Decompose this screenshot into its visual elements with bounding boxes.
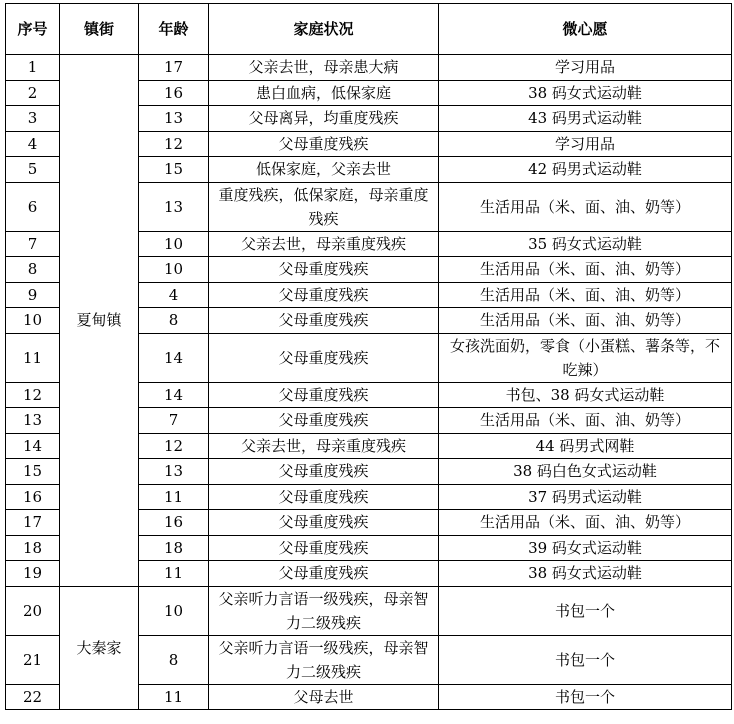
cell-age: 13 <box>139 182 209 231</box>
cell-wish: 43 码男式运动鞋 <box>439 106 732 132</box>
cell-seq: 8 <box>6 257 60 283</box>
cell-seq: 1 <box>6 55 60 81</box>
cell-wish: 39 码女式运动鞋 <box>439 535 732 561</box>
cell-age: 13 <box>139 106 209 132</box>
cell-wish: 书包一个 <box>439 635 732 684</box>
cell-age: 14 <box>139 333 209 382</box>
cell-seq: 16 <box>6 484 60 510</box>
cell-age: 13 <box>139 459 209 485</box>
cell-wish: 学习用品 <box>439 131 732 157</box>
cell-family: 父母重度残疾 <box>209 308 439 334</box>
cell-seq: 19 <box>6 561 60 587</box>
header-town: 镇街 <box>60 4 139 55</box>
table-row <box>6 586 732 635</box>
cell-wish: 生活用品（米、面、油、奶等） <box>439 182 732 231</box>
cell-age: 16 <box>139 510 209 536</box>
cell-wish: 38 码女式运动鞋 <box>439 80 732 106</box>
cell-seq: 22 <box>6 684 60 710</box>
cell-wish: 生活用品（米、面、油、奶等） <box>439 510 732 536</box>
cell-age: 8 <box>139 635 209 684</box>
header-family: 家庭状况 <box>209 4 439 55</box>
cell-family: 父亲去世，母亲重度残疾 <box>209 231 439 257</box>
cell-age: 15 <box>139 157 209 183</box>
cell-seq: 10 <box>6 308 60 334</box>
cell-age: 11 <box>139 561 209 587</box>
cell-wish: 35 码女式运动鞋 <box>439 231 732 257</box>
cell-family: 父母重度残疾 <box>209 510 439 536</box>
cell-age: 14 <box>139 382 209 408</box>
cell-age: 12 <box>139 131 209 157</box>
table-row <box>6 55 732 81</box>
header-seq: 序号 <box>6 4 60 55</box>
cell-seq: 11 <box>6 333 60 382</box>
cell-seq: 5 <box>6 157 60 183</box>
cell-wish: 生活用品（米、面、油、奶等） <box>439 282 732 308</box>
cell-family: 父母重度残疾 <box>209 484 439 510</box>
cell-family: 患白血病，低保家庭 <box>209 80 439 106</box>
cell-seq: 12 <box>6 382 60 408</box>
cell-family: 父母离异，均重度残疾 <box>209 106 439 132</box>
cell-seq: 14 <box>6 433 60 459</box>
cell-age: 10 <box>139 257 209 283</box>
cell-age: 10 <box>139 586 209 635</box>
cell-family: 父母重度残疾 <box>209 382 439 408</box>
cell-wish: 44 码男式网鞋 <box>439 433 732 459</box>
cell-seq: 3 <box>6 106 60 132</box>
cell-family: 低保家庭，父亲去世 <box>209 157 439 183</box>
cell-family: 父母去世 <box>209 684 439 710</box>
cell-wish: 生活用品（米、面、油、奶等） <box>439 408 732 434</box>
cell-wish: 学习用品 <box>439 55 732 81</box>
cell-family: 重度残疾，低保家庭，母亲重度残疾 <box>209 182 439 231</box>
cell-age: 8 <box>139 308 209 334</box>
cell-town-xiadian: 夏甸镇 <box>60 55 139 587</box>
cell-family: 父母重度残疾 <box>209 333 439 382</box>
cell-age: 17 <box>139 55 209 81</box>
cell-family: 父母重度残疾 <box>209 282 439 308</box>
cell-age: 16 <box>139 80 209 106</box>
cell-family: 父母重度残疾 <box>209 561 439 587</box>
cell-seq: 9 <box>6 282 60 308</box>
cell-family: 父亲去世，母亲患大病 <box>209 55 439 81</box>
cell-seq: 21 <box>6 635 60 684</box>
cell-age: 11 <box>139 484 209 510</box>
cell-wish: 书包一个 <box>439 586 732 635</box>
cell-family: 父母重度残疾 <box>209 131 439 157</box>
cell-wish: 42 码男式运动鞋 <box>439 157 732 183</box>
cell-wish: 书包一个 <box>439 684 732 710</box>
cell-seq: 17 <box>6 510 60 536</box>
cell-seq: 6 <box>6 182 60 231</box>
cell-wish: 女孩洗面奶，零食（小蛋糕、薯条等，不吃辣） <box>439 333 732 382</box>
cell-age: 7 <box>139 408 209 434</box>
cell-seq: 2 <box>6 80 60 106</box>
cell-town-daqinjia: 大秦家 <box>60 586 139 710</box>
cell-age: 18 <box>139 535 209 561</box>
cell-family: 父母重度残疾 <box>209 408 439 434</box>
cell-family: 父母重度残疾 <box>209 535 439 561</box>
header-wish: 微心愿 <box>439 4 732 55</box>
cell-seq: 4 <box>6 131 60 157</box>
cell-seq: 7 <box>6 231 60 257</box>
cell-wish: 37 码男式运动鞋 <box>439 484 732 510</box>
cell-family: 父亲听力言语一级残疾，母亲智力二级残疾 <box>209 586 439 635</box>
cell-age: 4 <box>139 282 209 308</box>
cell-family: 父母重度残疾 <box>209 257 439 283</box>
header-row <box>6 4 732 55</box>
cell-wish: 38 码白色女式运动鞋 <box>439 459 732 485</box>
cell-wish: 生活用品（米、面、油、奶等） <box>439 308 732 334</box>
cell-age: 12 <box>139 433 209 459</box>
cell-seq: 15 <box>6 459 60 485</box>
cell-seq: 18 <box>6 535 60 561</box>
wish-table <box>5 3 732 710</box>
header-age: 年龄 <box>139 4 209 55</box>
cell-wish: 生活用品（米、面、油、奶等） <box>439 257 732 283</box>
cell-age: 11 <box>139 684 209 710</box>
cell-family: 父亲听力言语一级残疾，母亲智力二级残疾 <box>209 635 439 684</box>
cell-seq: 13 <box>6 408 60 434</box>
cell-family: 父母重度残疾 <box>209 459 439 485</box>
cell-age: 10 <box>139 231 209 257</box>
cell-seq: 20 <box>6 586 60 635</box>
cell-family: 父亲去世，母亲重度残疾 <box>209 433 439 459</box>
cell-wish: 38 码女式运动鞋 <box>439 561 732 587</box>
cell-wish: 书包、38 码女式运动鞋 <box>439 382 732 408</box>
